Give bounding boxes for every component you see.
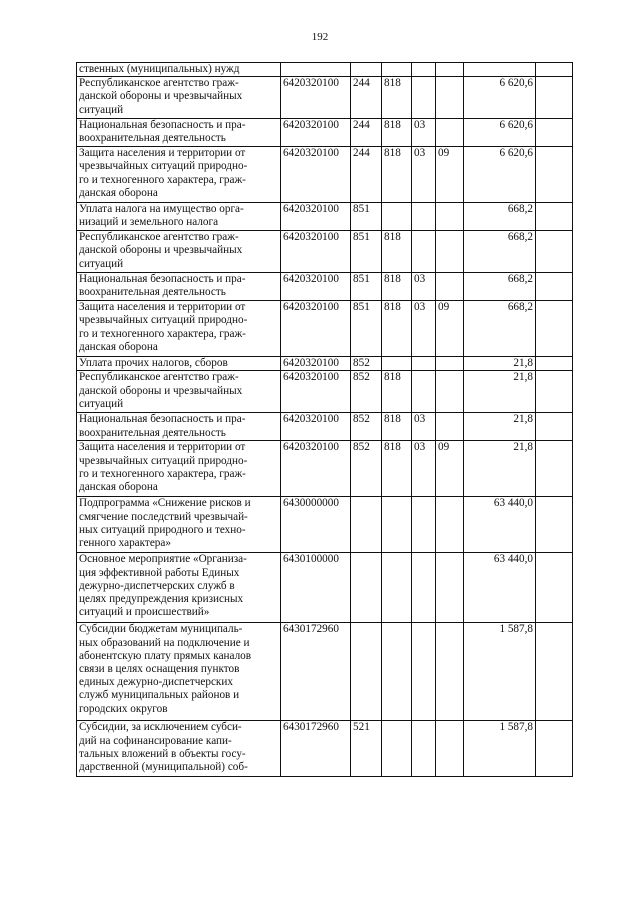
cell-empty [536,623,573,721]
cell-subsection [436,63,464,77]
cell-amount: 21,8 [464,441,536,497]
cell-administrator: 818 [382,231,412,273]
cell-expense-type: 244 [351,77,382,119]
cell-name: Защита населения и территории от чрезвычайных ситуаций природно- го и техногенного характера, граж- данская оборона [77,301,281,357]
table-row [77,497,573,553]
cell-target-article: 6420320100 [281,441,351,497]
table-row [77,231,573,273]
cell-expense-type [351,553,382,623]
cell-expense-type: 852 [351,371,382,413]
cell-administrator: 818 [382,441,412,497]
cell-section [412,63,436,77]
cell-section: 03 [412,119,436,147]
table-row [77,147,573,203]
cell-subsection [436,231,464,273]
cell-empty [536,357,573,371]
cell-section [412,721,436,777]
cell-empty [536,721,573,777]
cell-amount: 6 620,6 [464,77,536,119]
cell-name: Национальная безопасность и пра- воохранительная деятельность [77,413,281,441]
page-number: 192 [311,31,329,43]
cell-empty [536,63,573,77]
cell-target-article: 6420320100 [281,273,351,301]
cell-name: Защита населения и территории от чрезвычайных ситуаций природно- го и техногенного характера, граж- данская оборона [77,441,281,497]
cell-empty [536,231,573,273]
cell-amount: 21,8 [464,357,536,371]
cell-administrator [382,623,412,721]
cell-section [412,357,436,371]
cell-administrator: 818 [382,77,412,119]
cell-target-article: 6420320100 [281,371,351,413]
cell-administrator: 818 [382,273,412,301]
budget-table [76,62,573,777]
cell-subsection: 09 [436,441,464,497]
cell-subsection [436,721,464,777]
cell-section [412,231,436,273]
cell-target-article: 6420320100 [281,231,351,273]
cell-subsection [436,119,464,147]
cell-name: Основное мероприятие «Организа- ция эффективной работы Единых дежурно-диспетчерских служб в целях предупреждения кризисных ситуаций и происшествий» [77,553,281,623]
cell-administrator: 818 [382,301,412,357]
table-row [77,623,573,721]
cell-section [412,553,436,623]
cell-target-article [281,63,351,77]
cell-target-article: 6430172960 [281,721,351,777]
cell-expense-type: 852 [351,357,382,371]
cell-target-article: 6420320100 [281,147,351,203]
cell-administrator [382,63,412,77]
cell-administrator [382,357,412,371]
table-row [77,441,573,497]
cell-expense-type: 851 [351,273,382,301]
cell-administrator [382,721,412,777]
cell-section: 03 [412,413,436,441]
cell-target-article: 6420320100 [281,77,351,119]
cell-amount: 6 620,6 [464,147,536,203]
table-row [77,357,573,371]
table-body [77,63,573,777]
table-row [77,301,573,357]
table-row [77,413,573,441]
table-row [77,63,573,77]
cell-empty [536,497,573,553]
cell-administrator: 818 [382,371,412,413]
cell-section: 03 [412,273,436,301]
cell-amount: 1 587,8 [464,623,536,721]
cell-amount: 6 620,6 [464,119,536,147]
cell-amount: 1 587,8 [464,721,536,777]
cell-subsection [436,497,464,553]
cell-section: 03 [412,441,436,497]
cell-section [412,623,436,721]
cell-amount: 668,2 [464,231,536,273]
cell-administrator: 818 [382,119,412,147]
cell-subsection [436,357,464,371]
cell-expense-type: 851 [351,203,382,231]
cell-amount: 63 440,0 [464,497,536,553]
cell-subsection [436,623,464,721]
cell-target-article: 6420320100 [281,203,351,231]
cell-empty [536,203,573,231]
cell-expense-type: 851 [351,231,382,273]
cell-name: Подпрограмма «Снижение рисков и смягчение последствий чрезвычай- ных ситуаций природного и техно- генного характера» [77,497,281,553]
cell-target-article: 6420320100 [281,357,351,371]
cell-name: Субсидии бюджетам муниципаль- ных образований на подключение и абонентскую плату прямых каналов связи в целях оснащения пунктов единых дежурно-диспетчерских служб муниципальных районов и городских округов [77,623,281,721]
cell-amount: 21,8 [464,413,536,441]
cell-target-article: 6420320100 [281,301,351,357]
cell-administrator [382,203,412,231]
cell-target-article: 6420320100 [281,413,351,441]
cell-section: 03 [412,301,436,357]
cell-target-article: 6430000000 [281,497,351,553]
cell-amount: 668,2 [464,301,536,357]
cell-expense-type: 852 [351,413,382,441]
cell-expense-type [351,63,382,77]
cell-empty [536,119,573,147]
cell-target-article: 6430100000 [281,553,351,623]
cell-name: Республиканское агентство граж- данской обороны и чрезвычайных ситуаций [77,231,281,273]
cell-expense-type: 852 [351,441,382,497]
cell-subsection [436,553,464,623]
cell-amount: 21,8 [464,371,536,413]
cell-target-article: 6430172960 [281,623,351,721]
cell-name: Республиканское агентство граж- данской обороны и чрезвычайных ситуаций [77,77,281,119]
cell-section [412,371,436,413]
cell-administrator: 818 [382,147,412,203]
table-row [77,721,573,777]
cell-name: Национальная безопасность и пра- воохранительная деятельность [77,119,281,147]
cell-name: Защита населения и территории от чрезвычайных ситуаций природно- го и техногенного характера, граж- данская оборона [77,147,281,203]
cell-expense-type [351,623,382,721]
cell-empty [536,147,573,203]
cell-subsection [436,77,464,119]
cell-empty [536,441,573,497]
cell-section [412,497,436,553]
cell-name: Субсидии, за исключением субси- дий на софинансирование капи- тальных вложений в объекты госу- дарственной (муниципальной) соб- [77,721,281,777]
cell-expense-type: 851 [351,301,382,357]
cell-empty [536,273,573,301]
cell-empty [536,77,573,119]
cell-name: Уплата прочих налогов, сборов [77,357,281,371]
table-row [77,371,573,413]
cell-subsection [436,413,464,441]
cell-subsection: 09 [436,301,464,357]
table-row [77,77,573,119]
cell-amount [464,63,536,77]
cell-empty [536,553,573,623]
cell-section: 03 [412,147,436,203]
cell-name: Уплата налога на имущество орга- низаций и земельного налога [77,203,281,231]
cell-section [412,203,436,231]
cell-subsection [436,371,464,413]
cell-target-article: 6420320100 [281,119,351,147]
cell-expense-type: 244 [351,119,382,147]
cell-section [412,77,436,119]
cell-administrator: 818 [382,413,412,441]
cell-administrator [382,497,412,553]
cell-expense-type: 244 [351,147,382,203]
cell-subsection [436,203,464,231]
cell-amount: 668,2 [464,273,536,301]
table-row [77,553,573,623]
cell-amount: 63 440,0 [464,553,536,623]
cell-name: Республиканское агентство граж- данской обороны и чрезвычайных ситуаций [77,371,281,413]
cell-subsection [436,273,464,301]
cell-empty [536,413,573,441]
cell-expense-type [351,497,382,553]
table-row [77,273,573,301]
table-row [77,203,573,231]
cell-amount: 668,2 [464,203,536,231]
cell-empty [536,301,573,357]
cell-name: Национальная безопасность и пра- воохранительная деятельность [77,273,281,301]
cell-expense-type: 521 [351,721,382,777]
cell-empty [536,371,573,413]
cell-subsection: 09 [436,147,464,203]
cell-name: ственных (муниципальных) нужд [77,63,281,77]
cell-administrator [382,553,412,623]
table-row [77,119,573,147]
